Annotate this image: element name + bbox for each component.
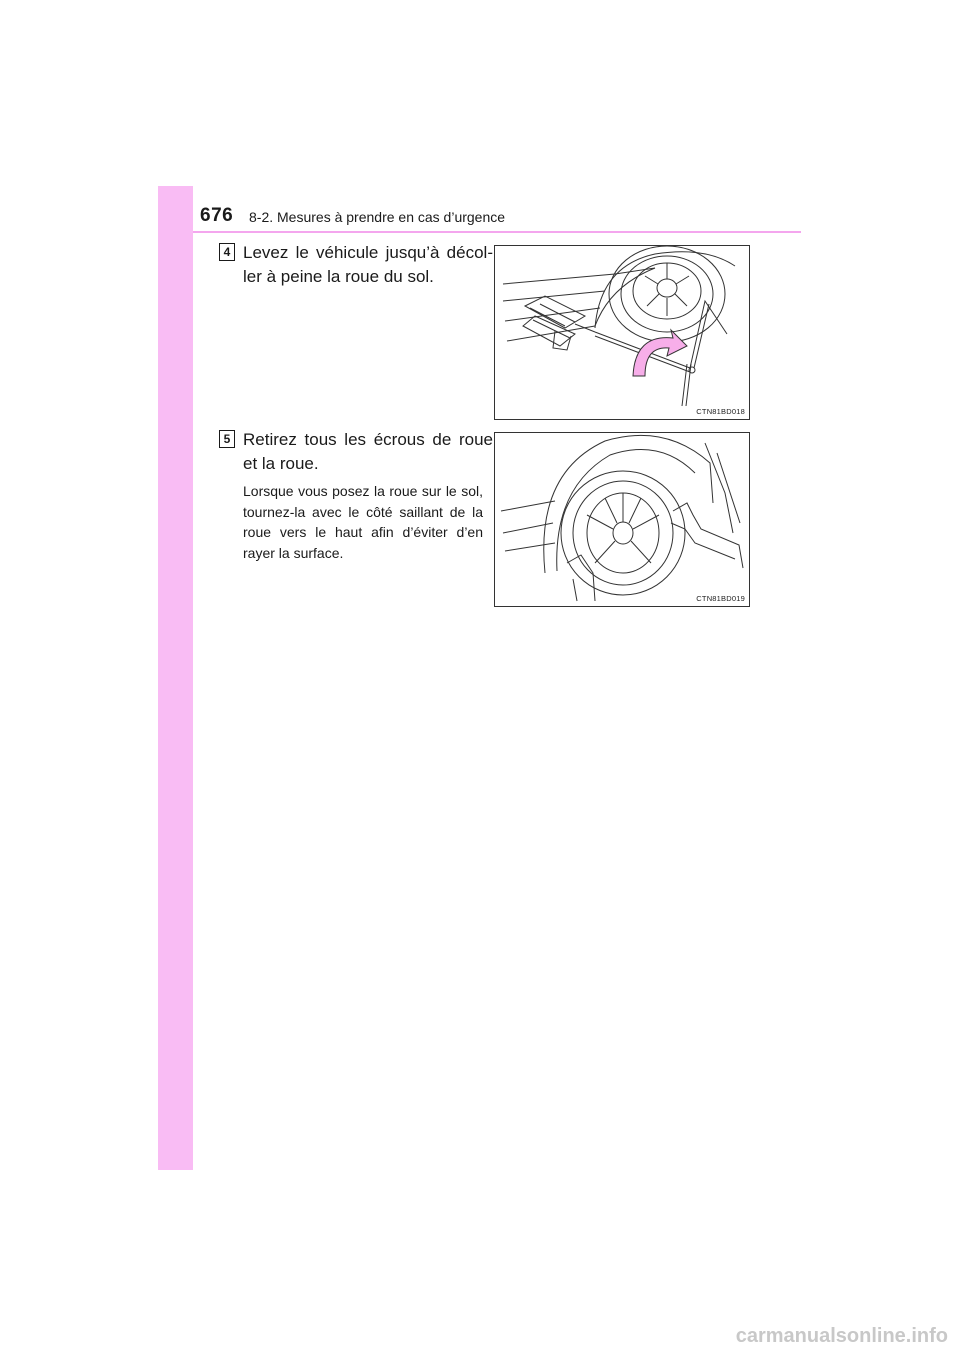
chapter-sidebar-tab xyxy=(158,186,193,1170)
figure-code: CTN81BD018 xyxy=(696,407,745,416)
figure-wheel-removal xyxy=(494,432,750,607)
step-number-5: 5 xyxy=(219,430,235,448)
page-number: 676 xyxy=(200,205,234,226)
step-number-4: 4 xyxy=(219,243,235,261)
header-rule xyxy=(193,231,801,233)
wheel-removal-illustration xyxy=(495,433,749,606)
step-5-text: Retirez tous les écrous de roue et la roue. xyxy=(243,430,493,473)
section-title: 8-2. Mesures à prendre en cas d’urgence xyxy=(249,209,506,225)
step-5-note: Lorsque vous posez la roue sur le sol, tournez-la avec le côté saillant de la roue vers le haut afin d’éviter d’en rayer la surface. xyxy=(243,483,483,561)
figure-jack-lifting xyxy=(494,245,750,420)
jack-illustration xyxy=(495,246,749,419)
watermark: carmanualsonline.info xyxy=(735,1325,948,1347)
step-4-text: Levez le véhicule jusqu’à décol-ler à peine la roue du sol. xyxy=(243,243,493,286)
figure-code: CTN81BD019 xyxy=(696,594,745,603)
